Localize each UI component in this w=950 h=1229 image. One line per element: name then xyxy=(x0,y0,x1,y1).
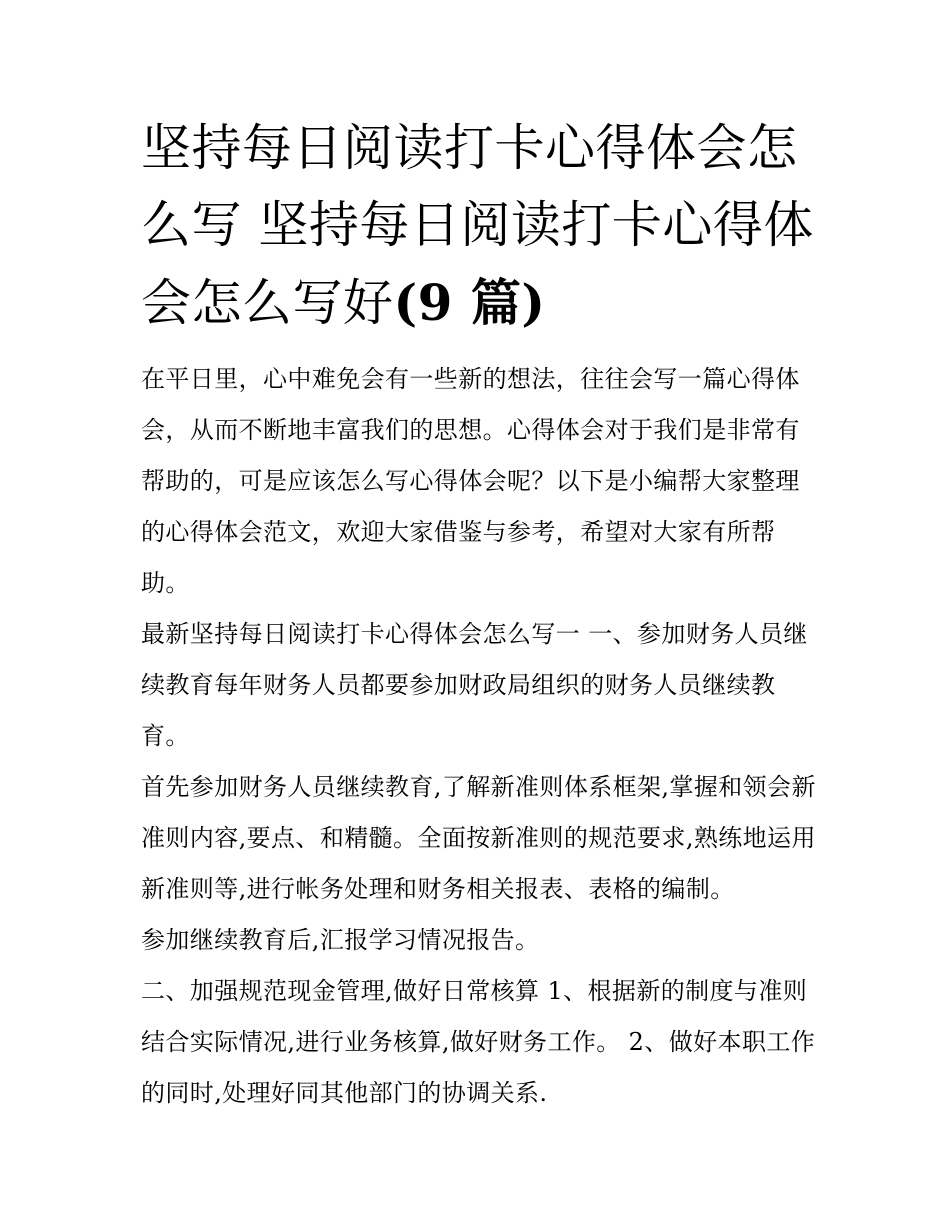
paragraph-continuing-education: 首先参加财务人员继续教育,了解新准则体系框架,掌握和领会新准则内容,要点、和精髓。全面按新准则的规范要求,熟练地运用新准则等,进行帐务处理和财务相关报表、表格的编制。 xyxy=(141,773,816,903)
paragraph-section-one: 最新坚持每日阅读打卡心得体会怎么写一 一、参加财务人员继续教育每年财务人员都要参加财政局组织的财务人员继续教育。 xyxy=(141,620,808,750)
paragraph-intro: 在平日里，心中难免会有一些新的想法，往往会写一篇心得体会，从而不断地丰富我们的思想。心得体会对于我们是非常有帮助的，可是应该怎么写心得体会呢？以下是小编帮大家整理的心得体会范文，欢迎大家借鉴与参考，希望对大家有所帮助。 xyxy=(141,365,800,597)
document-title xyxy=(141,110,821,342)
document-body xyxy=(141,110,821,1119)
title-main: 坚持每日阅读打卡心得体会怎么写 坚持每日阅读打卡心得体会怎么写好 xyxy=(141,119,814,332)
paragraph-report: 参加继续教育后,汇报学习情况报告。 xyxy=(141,926,540,954)
paragraph-section-two: 二、加强规范现金管理,做好日常核算 1、根据新的制度与准则结合实际情况,进行业务核算,做好财务工作。 2、做好本职工作的同时,处理好同其他部门的协调关系. xyxy=(141,977,816,1107)
title-count: (9 篇) xyxy=(393,273,546,332)
